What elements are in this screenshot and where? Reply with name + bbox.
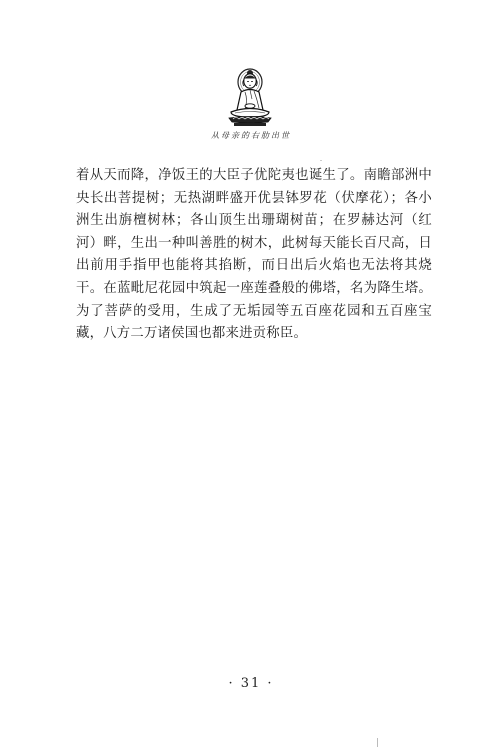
body-paragraph: 着从天而降，净饭王的大臣子优陀夷也诞生了。南瞻部洲中央长出菩提树；无热湖畔盛开优昙钵罗花（伏摩花）；各小洲生出旃檀树林；各山顶生出珊瑚树苗；在罗赫达河（红河）畔，生出一种叫善胜的树木，此树每天能长百尺高，日出前用手指甲也能将其掐断，而日出后火焰也无法将其烧干。在蓝毗尼花园中筑起一座莲叠般的佛塔，名为降生塔。为了菩萨的受用，生成了无垢园等五百座花园和五百座宝藏，八方二万诸侯国也都来进贡称臣。 [76,168,432,342]
page-number: · 31 · [228,676,274,691]
illustration-caption: 从母亲的右肋出世 [211,131,291,140]
print-speck [320,160,322,161]
seated-buddha-icon [221,66,279,128]
scan-edge-mark [377,738,378,747]
